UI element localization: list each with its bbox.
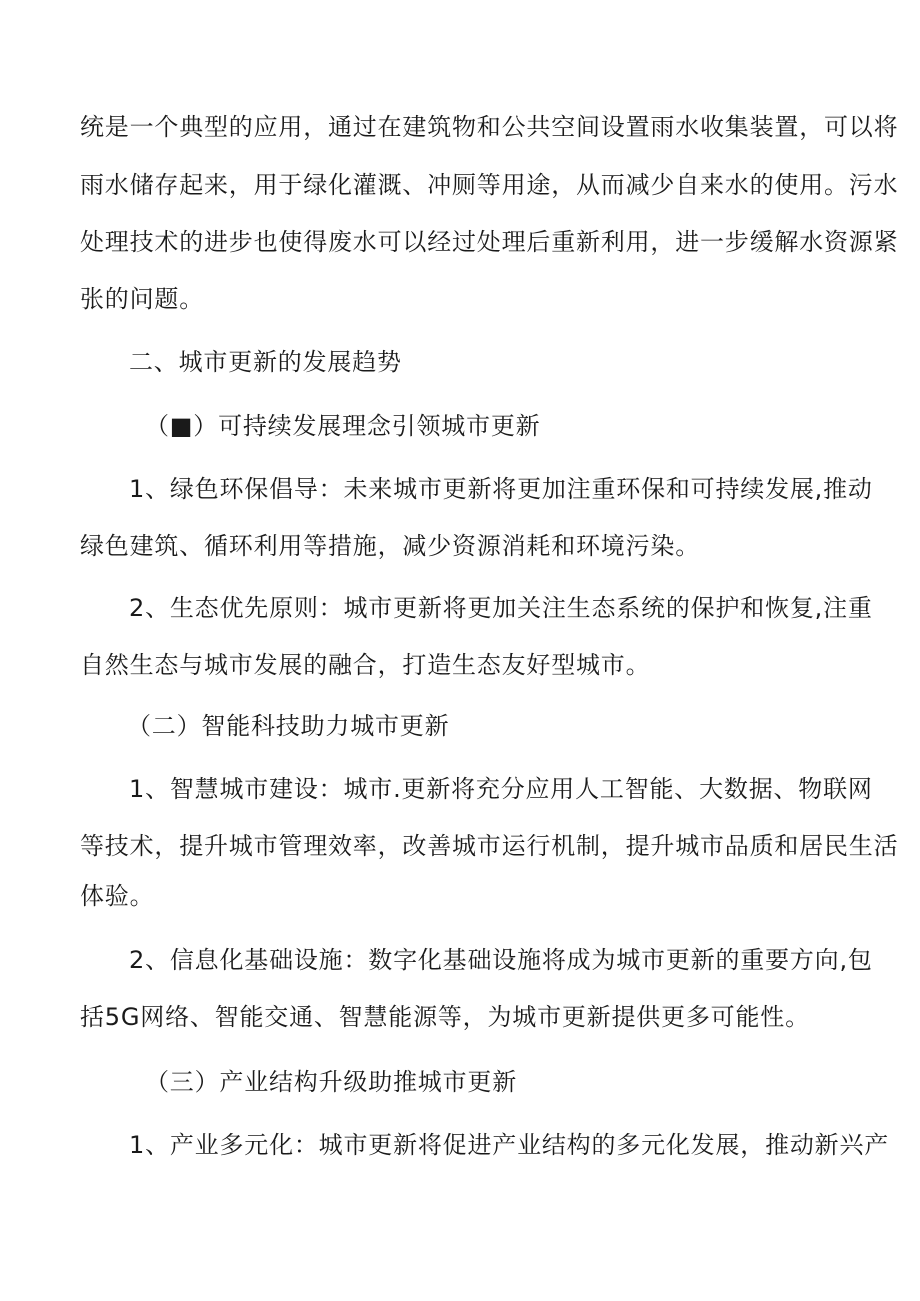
list-item-line: 体验。	[80, 882, 155, 910]
subsection-heading: （二）智能科技助力城市更新	[127, 712, 450, 740]
paragraph-line: 雨水储存起来，用于绿化灌溉、冲厕等用途，从而减少自来水的使用。污水	[80, 171, 899, 199]
list-item-line: 1、智慧城市建设：城市.更新将充分应用人工智能、大数据、物联网	[129, 775, 873, 803]
list-item-line: 1、产业多元化：城市更新将促进产业结构的多元化发展，推动新兴产	[129, 1131, 890, 1159]
section-heading: 二、城市更新的发展趋势	[129, 348, 402, 376]
list-item-line: 自然生态与城市发展的融合，打造生态友好型城市。	[80, 651, 651, 679]
list-item-line: 等技术，提升城市管理效率，改善城市运行机制，提升城市品质和居民生活	[80, 832, 899, 860]
paragraph-line: 统是一个典型的应用，通过在建筑物和公共空间设置雨水收集装置，可以将	[80, 113, 899, 141]
paragraph-line: 张的问题。	[80, 285, 204, 313]
paragraph-line: 处理技术的进步也使得废水可以经过处理后重新利用，进一步缓解水资源紧	[80, 228, 899, 256]
list-item-line: 绿色建筑、循环利用等措施，减少资源消耗和环境污染。	[80, 532, 700, 560]
list-item-line: 括5G网络、智能交通、智慧能源等，为城市更新提供更多可能性。	[80, 1003, 810, 1031]
list-item-line: 1、绿色环保倡导：未来城市更新将更加注重环保和可持续发展,推动	[129, 475, 873, 503]
subsection-heading: （■）可持续发展理念引领城市更新	[145, 412, 541, 440]
subsection-heading: （三）产业结构升级助推城市更新	[145, 1068, 517, 1096]
list-item-line: 2、信息化基础设施：数字化基础设施将成为城市更新的重要方向,包	[129, 946, 873, 974]
list-item-line: 2、生态优先原则：城市更新将更加关注生态系统的保护和恢复,注重	[129, 594, 873, 622]
